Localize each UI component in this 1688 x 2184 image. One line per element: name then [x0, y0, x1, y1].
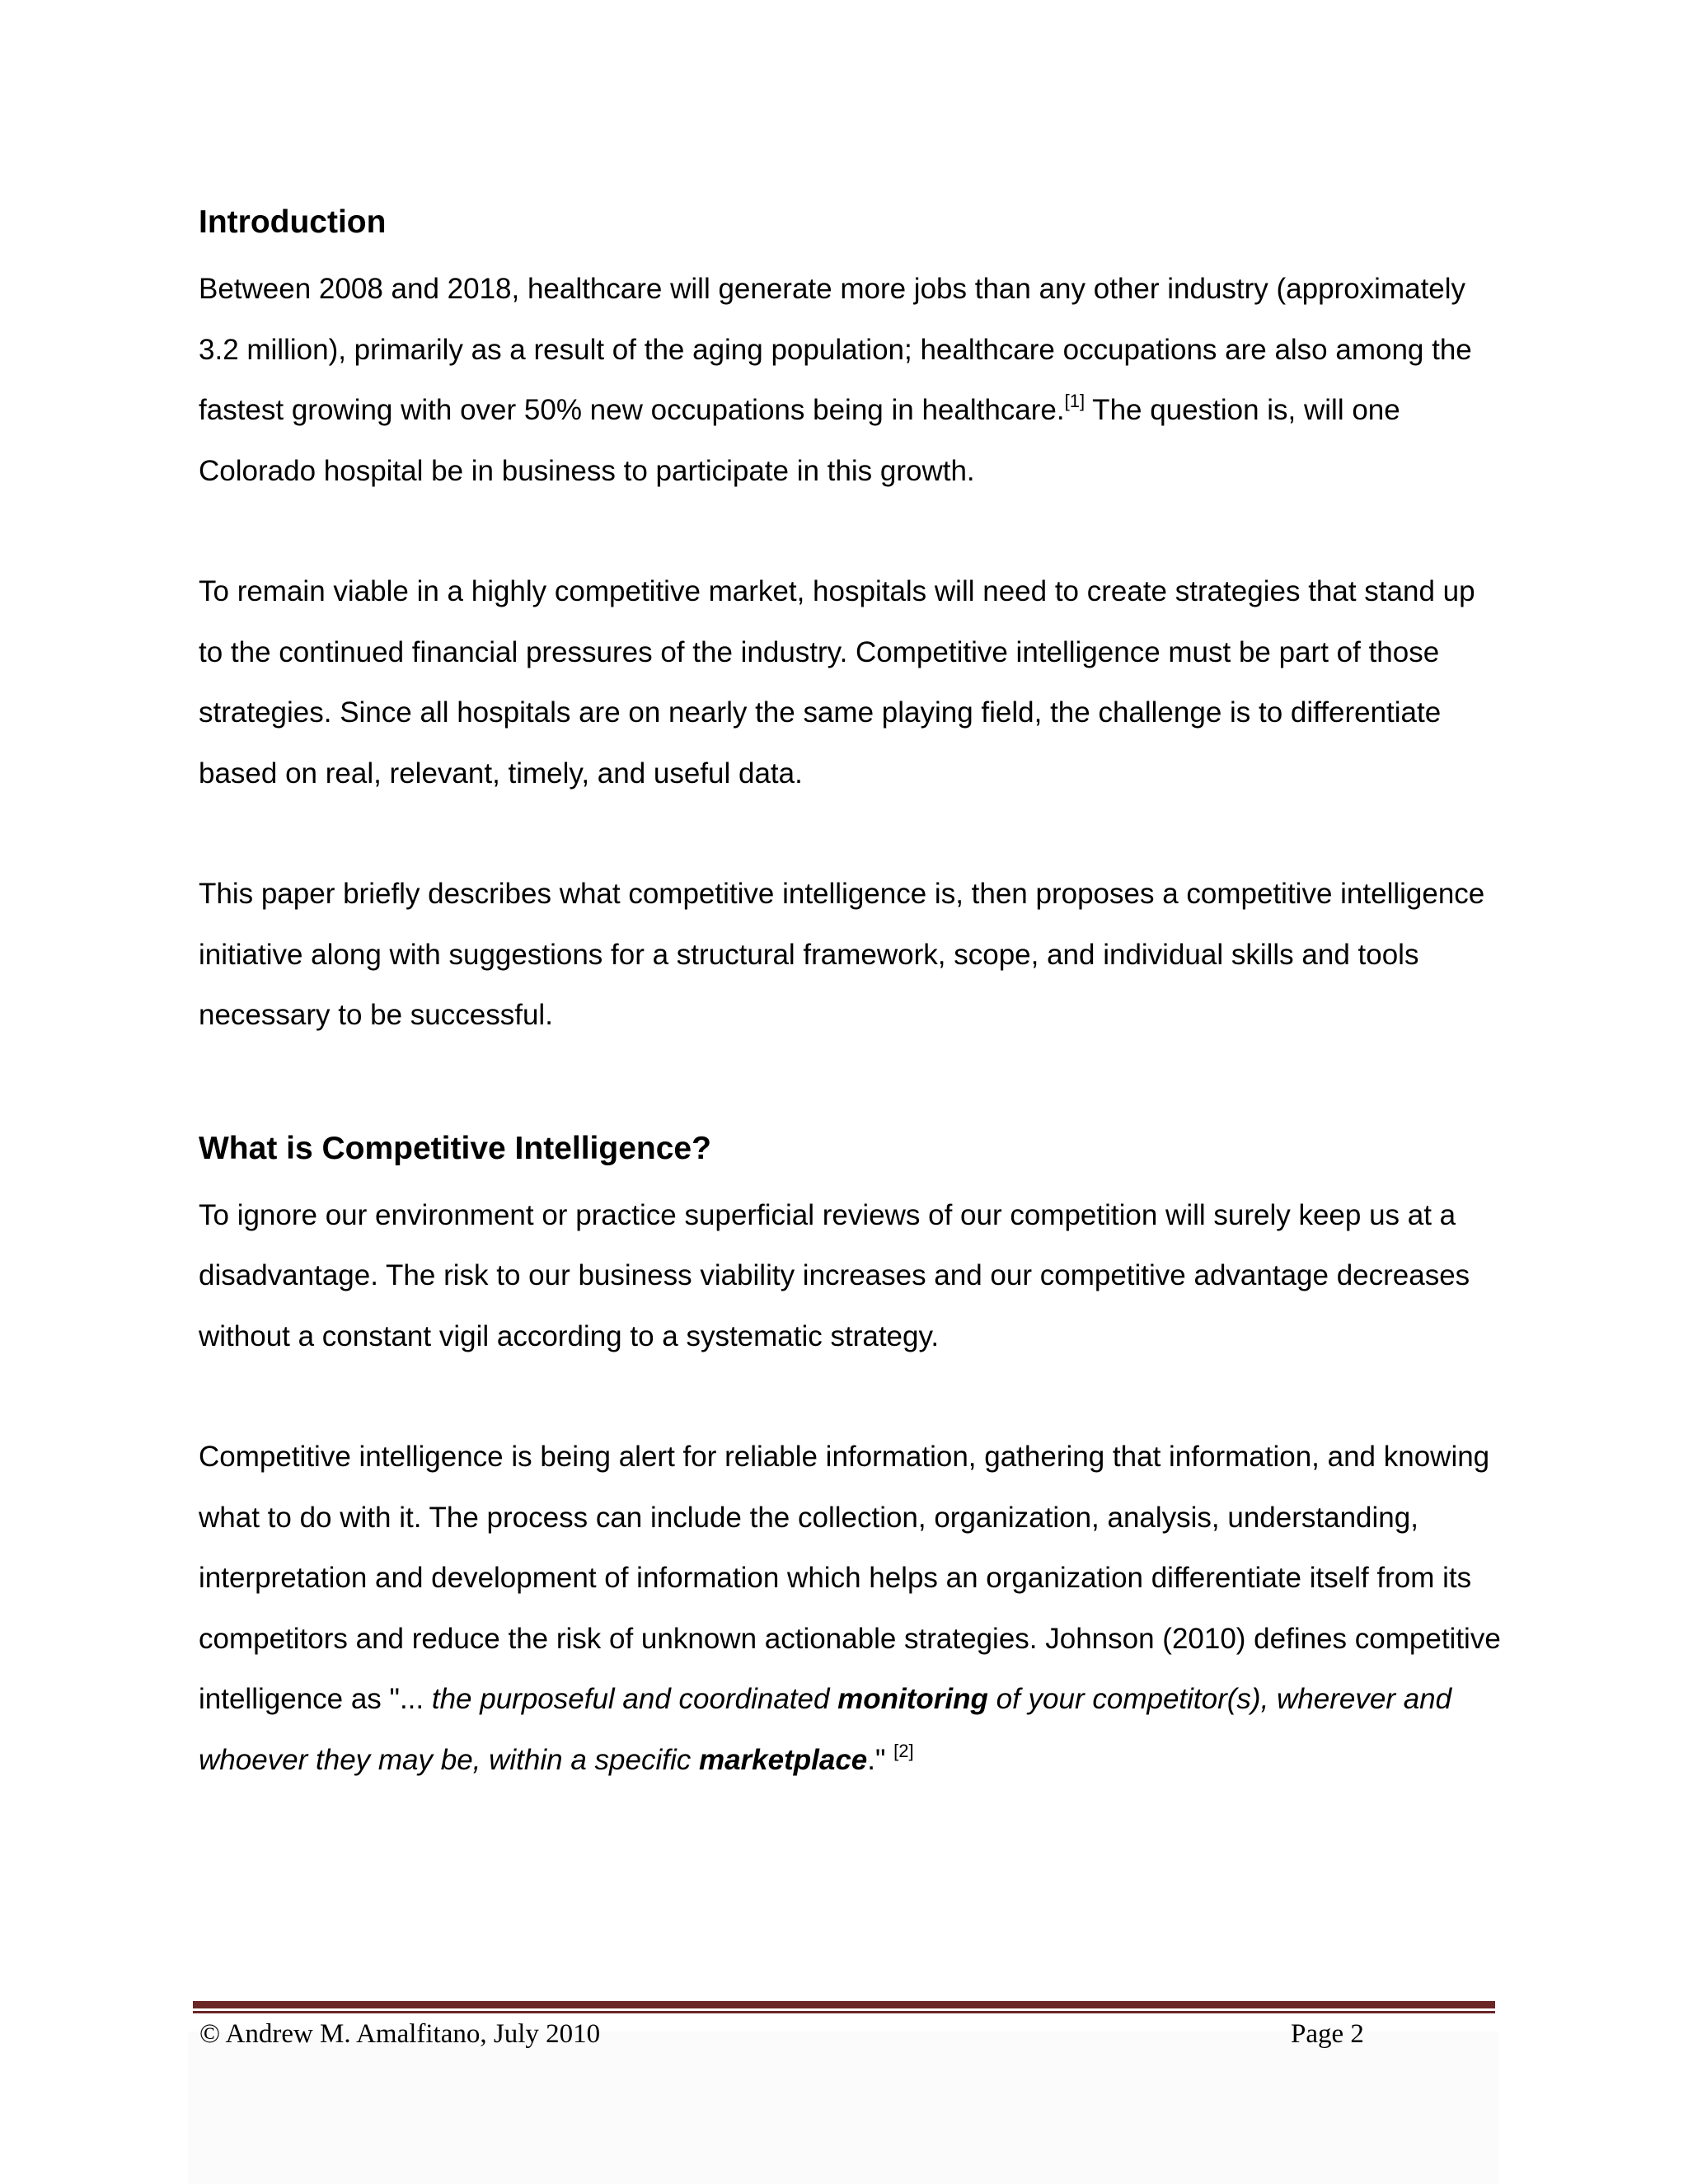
- introduction-heading: Introduction: [199, 204, 387, 240]
- intro-p1-text-a: Between 2008 and 2018, healthcare will generate more jobs than any other industry (approximately 3.2 million), primarily as a result of the aging population; healthcare occupations are also among the fastest growing with over 50% new occupations being in healthcare.: [199, 273, 1472, 426]
- footnote-ref-2: [2]: [893, 1740, 914, 1761]
- ci-paragraph-1: To ignore our environment or practice superficial reviews of our competition will surely keep us at a disadvantage. The risk to our business viability increases and our competitive advantage decreases without a constant vigil according to a systematic strategy.: [199, 1198, 1470, 1352]
- quote-part-a: the purposeful and coordinated: [431, 1683, 838, 1715]
- footer-rule-thick: [193, 2001, 1495, 2008]
- intro-p1-text-b: The question is, will one Colorado hospital be in business to participate in this growth.: [199, 394, 1400, 487]
- footer-copyright: © Andrew M. Amalfitano, July 2010: [199, 2019, 601, 2049]
- intro-paragraph-2: To remain viable in a highly competitive market, hospitals will need to create strategies that stand up to the continued financial pressures of the industry. Competitive intelligence must be part of those strategies. Since all hospitals are on nearly the same playing field, the challenge is to differentiate based on real, relevant, timely, and useful data.: [199, 575, 1475, 790]
- ci-heading: What is Competitive Intelligence?: [199, 1130, 711, 1166]
- quote-bold-monitoring: monitoring: [837, 1683, 988, 1715]
- quote-closing: .": [867, 1743, 894, 1776]
- footer-page-number: Page 2: [1291, 2019, 1364, 2049]
- quote-bold-marketplace: marketplace: [698, 1743, 868, 1776]
- footnote-ref-1: [1]: [1064, 391, 1085, 411]
- footer-rule-thin: [193, 2011, 1495, 2013]
- page-content: [199, 198, 1501, 1790]
- ci-paragraph-2: [199, 1427, 1501, 1790]
- quote-part-b: of your competitor(s), wherever and whoever they may be, within a specific: [199, 1683, 1452, 1776]
- intro-paragraph-3: This paper briefly describes what competitive intelligence is, then proposes a competitive intelligence initiative along with suggestions for a structural framework, scope, and individual skills and tools necessary to be successful.: [199, 878, 1485, 1031]
- footer-background: [188, 2032, 1498, 2184]
- intro-paragraph-1: [199, 259, 1501, 501]
- ci-p2-text: Competitive intelligence is being alert for reliable information, gathering that information, and knowing what to do with it. The process can include the collection, organization, analysis, understanding, interpretation and development of information which helps an organization differentiate itself from its competitors and reduce the risk of unknown actionable strategies. Johnson (2010) defines competitive intelligence as "...: [199, 1441, 1501, 1715]
